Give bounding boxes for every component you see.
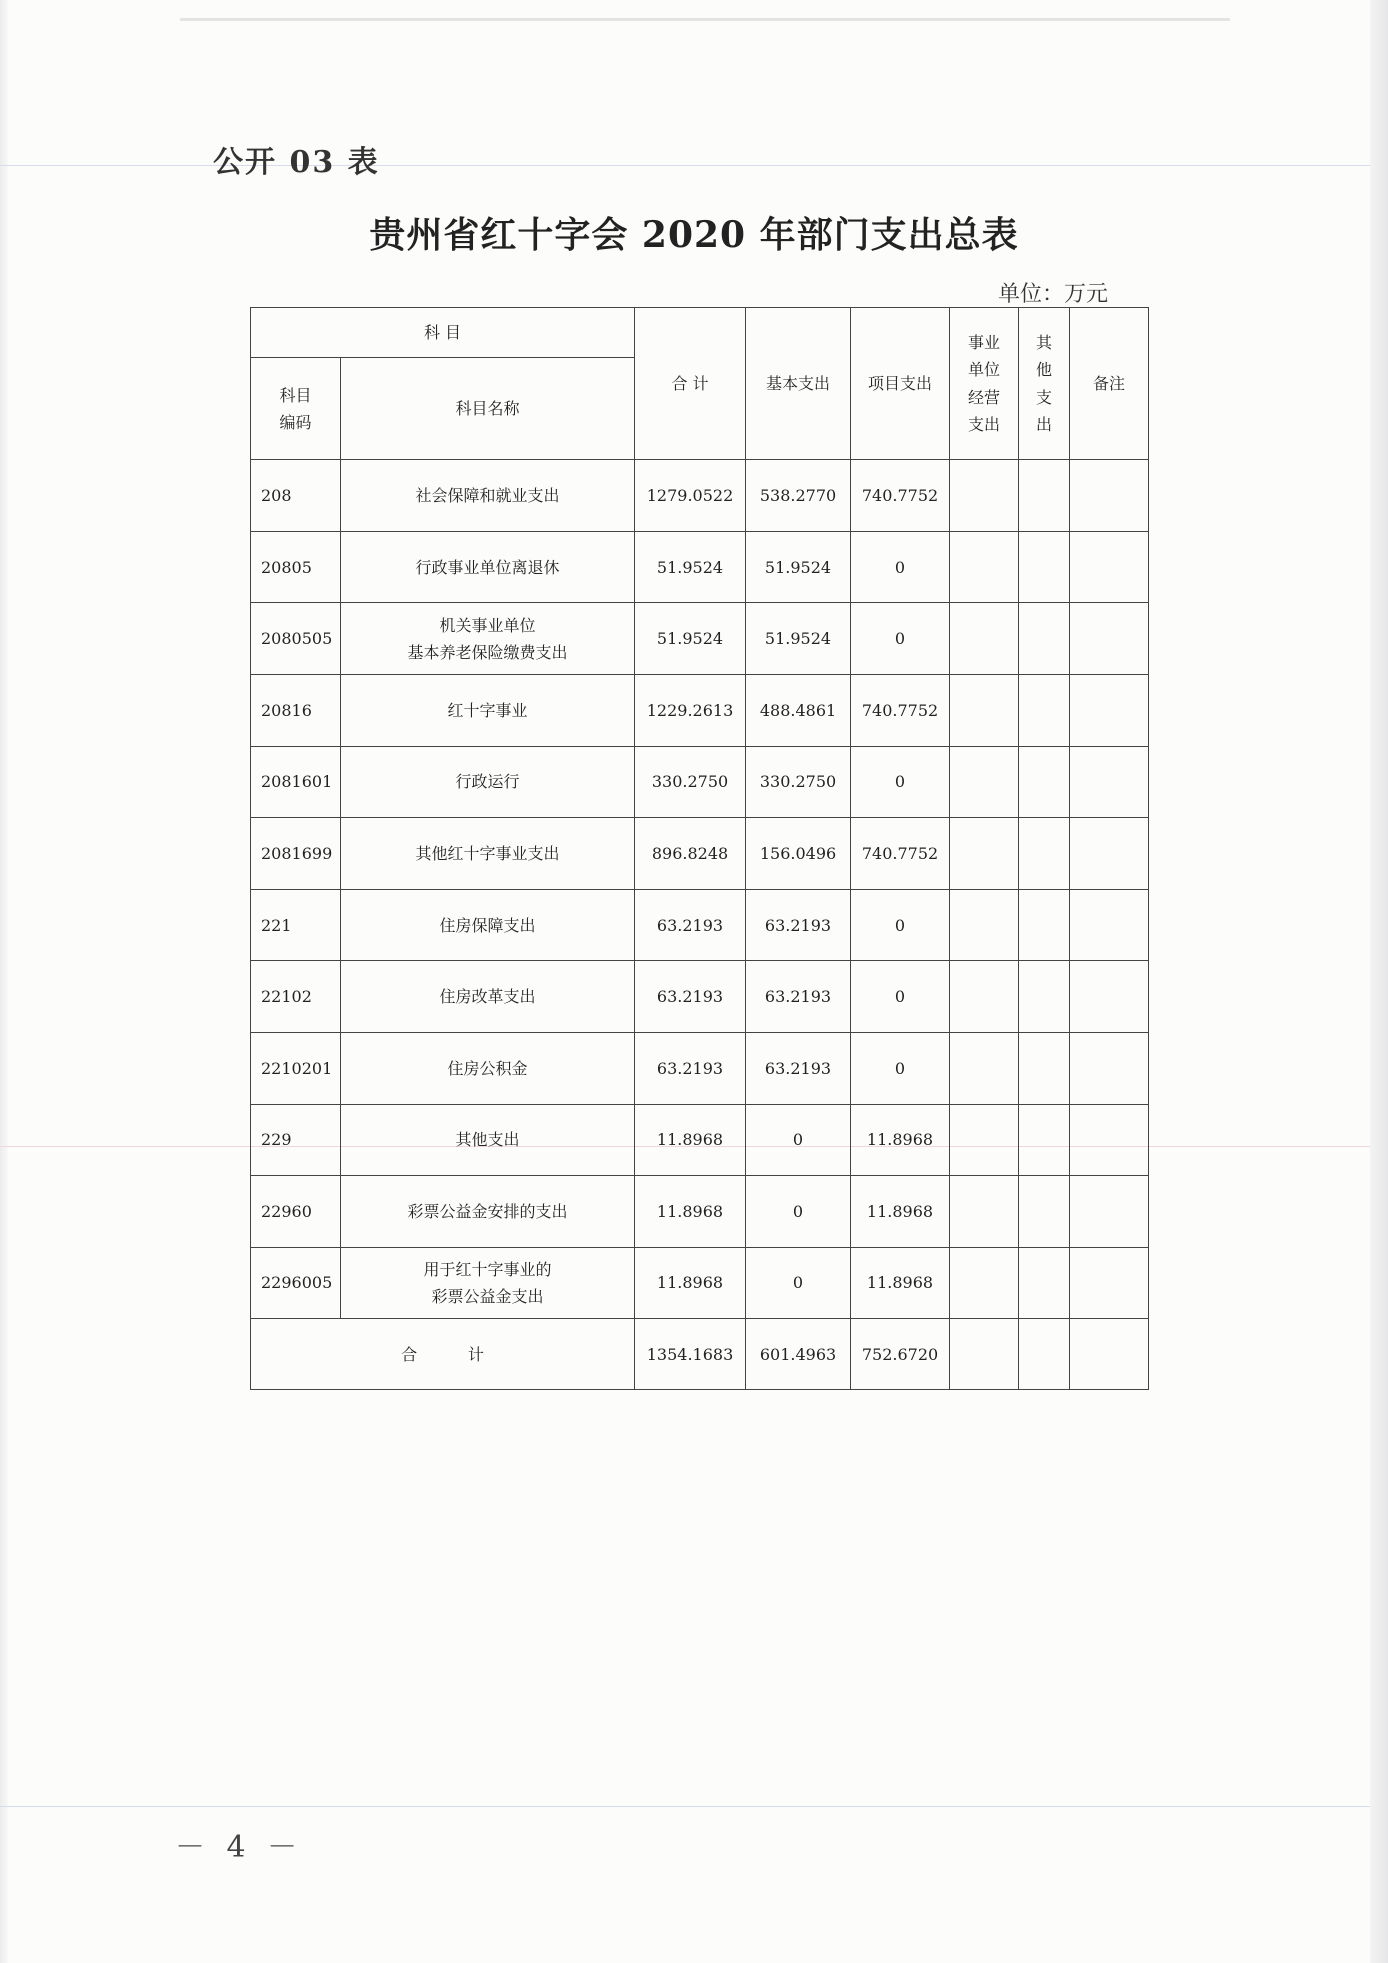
basic-cell-text: 488.4861 <box>759 700 837 720</box>
other-cell <box>1019 460 1070 532</box>
total-row-label <box>251 1319 635 1390</box>
subject-code-cell-text: 20816 <box>261 700 312 720</box>
total-cell-text: 1279.0522 <box>646 485 734 505</box>
basic-cell-text: 330.2750 <box>759 772 837 792</box>
business-cell <box>950 889 1019 961</box>
scan-line <box>0 165 1370 166</box>
total-header: 合 计 <box>635 308 746 460</box>
subject-code-cell <box>251 675 341 747</box>
project-cell-text: 0 <box>894 987 906 1007</box>
remark-cell <box>1070 961 1149 1033</box>
project-cell <box>851 746 950 818</box>
scan-edge-left <box>0 0 8 1963</box>
subject-name-cell <box>341 603 635 675</box>
subject-name-cell <box>341 1176 635 1248</box>
subject-code-cell <box>251 1033 341 1105</box>
total-cell <box>635 889 746 961</box>
remark-cell <box>1070 889 1149 961</box>
project-cell-text: 0 <box>894 772 906 792</box>
subject-code-cell-text: 229 <box>261 1130 292 1150</box>
basic-cell <box>746 460 851 532</box>
business-cell <box>950 1176 1019 1248</box>
basic-cell <box>746 1247 851 1319</box>
total-cell <box>635 818 746 890</box>
subject-code-cell-text: 2210201 <box>261 1058 333 1078</box>
table-row <box>251 603 1149 675</box>
basic-cell-text: 63.2193 <box>764 915 832 935</box>
project-cell <box>851 1033 950 1105</box>
subject-name-cell <box>341 1247 635 1319</box>
basic-cell <box>746 603 851 675</box>
name-header: 科目名称 <box>341 358 635 460</box>
remark-cell <box>1070 603 1149 675</box>
subject-name-cell <box>341 889 635 961</box>
remark-header: 备注 <box>1070 308 1149 460</box>
subject-name-cell <box>341 1033 635 1105</box>
subject-code-cell <box>251 818 341 890</box>
subject-code-cell <box>251 460 341 532</box>
subject-group-header: 科 目 <box>251 308 635 358</box>
basic-cell <box>746 675 851 747</box>
subject-code-cell <box>251 1247 341 1319</box>
project-cell <box>851 1104 950 1176</box>
total-cell-text: 11.8968 <box>656 1273 724 1293</box>
remark-cell <box>1070 1176 1149 1248</box>
table-row <box>251 675 1149 747</box>
total-cell <box>635 961 746 1033</box>
project-cell <box>851 603 950 675</box>
total-cell <box>635 1033 746 1105</box>
subject-name-cell <box>341 961 635 1033</box>
subject-name-cell <box>341 460 635 532</box>
subject-code-cell <box>251 603 341 675</box>
basic-cell-text: 0 <box>792 1130 804 1150</box>
business-cell <box>950 531 1019 603</box>
other-cell <box>1019 531 1070 603</box>
total-cell-text: 11.8968 <box>656 1201 724 1221</box>
basic-cell-text: 0 <box>792 1201 804 1221</box>
table-row <box>251 961 1149 1033</box>
business-cell <box>950 961 1019 1033</box>
table-row <box>251 1033 1149 1105</box>
project-cell <box>851 675 950 747</box>
business-cell <box>950 746 1019 818</box>
subject-name-cell <box>341 675 635 747</box>
project-cell-text: 11.8968 <box>866 1130 934 1150</box>
project-sum-cell: 752.6720 <box>851 1319 950 1390</box>
basic-cell <box>746 961 851 1033</box>
total-cell-text: 1229.2613 <box>646 700 734 720</box>
subject-name-cell-text: 红十字事业 <box>447 700 528 720</box>
project-cell-text: 740.7752 <box>861 843 939 863</box>
basic-cell <box>746 1033 851 1105</box>
remark-cell <box>1070 675 1149 747</box>
subject-code-cell-text: 208 <box>261 485 292 505</box>
project-cell-text: 0 <box>894 1058 906 1078</box>
basic-cell-text: 63.2193 <box>764 987 832 1007</box>
project-cell-text: 740.7752 <box>861 485 939 505</box>
table-row <box>251 531 1149 603</box>
basic-cell <box>746 746 851 818</box>
basic-header: 基本支出 <box>746 308 851 460</box>
other-cell <box>1019 889 1070 961</box>
total-row-label-text: 合 计 <box>401 1344 484 1364</box>
other-cell <box>1019 818 1070 890</box>
other-cell <box>1019 961 1070 1033</box>
subject-name-cell <box>341 746 635 818</box>
other-cell <box>1019 1033 1070 1105</box>
remark-cell <box>1070 1104 1149 1176</box>
remark-cell <box>1070 460 1149 532</box>
subject-code-cell-text: 22102 <box>261 987 312 1007</box>
subject-code-cell <box>251 961 341 1033</box>
total-cell <box>635 603 746 675</box>
project-cell-text: 0 <box>894 557 906 577</box>
basic-cell-text: 63.2193 <box>764 1058 832 1078</box>
project-cell <box>851 961 950 1033</box>
project-cell-text: 0 <box>894 629 906 649</box>
business-cell <box>950 1104 1019 1176</box>
project-cell <box>851 1247 950 1319</box>
unit-label: 单位：万元 <box>998 282 1109 307</box>
expenditure-table-wrap <box>250 307 1148 1390</box>
subject-name-cell-text: 行政运行 <box>455 772 520 792</box>
total-cell <box>635 1176 746 1248</box>
business-header <box>950 308 1019 460</box>
scan-edge-right <box>1370 0 1388 1963</box>
project-cell <box>851 889 950 961</box>
scan-line <box>0 1806 1370 1807</box>
subject-code-cell-text: 221 <box>261 915 292 935</box>
total-row <box>251 1319 1149 1390</box>
subject-name-cell <box>341 531 635 603</box>
subject-name-cell-text: 用于红十字事业的 彩票公益金支出 <box>423 1259 552 1307</box>
total-cell-text: 63.2193 <box>656 987 724 1007</box>
basic-cell-text: 538.2770 <box>759 485 837 505</box>
table-row <box>251 889 1149 961</box>
subject-name-cell-text: 机关事业单位 基本养老保险缴费支出 <box>407 615 568 662</box>
subject-code-cell-text: 2080505 <box>261 629 333 649</box>
subject-code-cell-text: 22960 <box>261 1201 312 1221</box>
total-cell <box>635 1104 746 1176</box>
subject-code-cell <box>251 746 341 818</box>
project-cell <box>851 818 950 890</box>
total-cell <box>635 531 746 603</box>
project-header: 项目支出 <box>851 308 950 460</box>
table-row <box>251 460 1149 532</box>
other-cell <box>1019 746 1070 818</box>
other-cell <box>1019 1104 1070 1176</box>
total-cell <box>635 746 746 818</box>
business-cell <box>950 1033 1019 1105</box>
subject-code-cell <box>251 1104 341 1176</box>
other-cell <box>1019 675 1070 747</box>
table-row <box>251 1104 1149 1176</box>
total-cell-text: 63.2193 <box>656 915 724 935</box>
total-cell <box>635 675 746 747</box>
table-row <box>251 818 1149 890</box>
subject-name-cell <box>341 818 635 890</box>
total-cell-text: 896.8248 <box>651 843 729 863</box>
subject-code-cell-text: 2296005 <box>261 1273 333 1293</box>
subject-code-cell <box>251 531 341 603</box>
other-cell <box>1019 603 1070 675</box>
basic-cell <box>746 1104 851 1176</box>
remark-cell <box>1070 1033 1149 1105</box>
total-cell <box>635 460 746 532</box>
subject-code-cell-text: 2081699 <box>261 843 333 863</box>
basic-cell-text: 0 <box>792 1273 804 1293</box>
basic-sum-cell: 601.4963 <box>746 1319 851 1390</box>
code-header <box>251 358 341 460</box>
subject-name-cell <box>341 1104 635 1176</box>
remark-cell <box>1070 1319 1149 1390</box>
business-cell <box>950 1247 1019 1319</box>
other-cell <box>1019 1319 1070 1390</box>
business-cell <box>950 460 1019 532</box>
project-cell-text: 11.8968 <box>866 1201 934 1221</box>
table-row <box>251 746 1149 818</box>
subject-name-cell-text: 行政事业单位离退休 <box>415 557 560 577</box>
project-cell <box>851 1176 950 1248</box>
scan-top-artifact <box>180 18 1230 21</box>
header-row <box>251 308 1149 358</box>
page-title: 贵州省红十字会 2020 年部门支出总表 <box>369 214 1019 256</box>
business-header-text: 事业 单位 经营 支出 <box>967 333 1000 434</box>
remark-cell <box>1070 531 1149 603</box>
subject-name-cell-text: 社会保障和就业支出 <box>415 485 560 505</box>
basic-cell <box>746 818 851 890</box>
remark-cell <box>1070 746 1149 818</box>
other-header-text: 其 他 支 出 <box>1035 333 1052 434</box>
business-cell <box>950 675 1019 747</box>
project-cell <box>851 460 950 532</box>
other-header <box>1019 308 1070 460</box>
expenditure-table <box>250 307 1149 1390</box>
total-cell-text: 330.2750 <box>651 772 729 792</box>
business-cell <box>950 818 1019 890</box>
remark-cell <box>1070 818 1149 890</box>
other-cell <box>1019 1247 1070 1319</box>
subject-code-cell <box>251 889 341 961</box>
total-cell <box>635 1247 746 1319</box>
total-cell-text: 51.9524 <box>656 629 724 649</box>
total-cell-text: 63.2193 <box>656 1058 724 1078</box>
subject-name-cell-text: 其他支出 <box>455 1130 520 1150</box>
basic-cell-text: 156.0496 <box>759 843 837 863</box>
basic-cell <box>746 531 851 603</box>
table-row <box>251 1247 1149 1319</box>
project-cell-text: 740.7752 <box>861 700 939 720</box>
basic-cell <box>746 889 851 961</box>
total-cell-text: 51.9524 <box>656 557 724 577</box>
document-code: 公开 03 表 <box>213 145 380 180</box>
subject-code-cell-text: 2081601 <box>261 772 333 792</box>
other-cell <box>1019 1176 1070 1248</box>
project-cell-text: 0 <box>894 915 906 935</box>
basic-cell-text: 51.9524 <box>764 629 832 649</box>
subject-code-cell <box>251 1176 341 1248</box>
subject-name-cell-text: 住房改革支出 <box>439 987 536 1007</box>
project-cell <box>851 531 950 603</box>
business-cell <box>950 603 1019 675</box>
subject-code-cell-text: 20805 <box>261 557 312 577</box>
basic-cell <box>746 1176 851 1248</box>
subject-name-cell-text: 住房保障支出 <box>439 915 536 935</box>
page-number: － 4 － <box>175 1830 304 1865</box>
table-row <box>251 1176 1149 1248</box>
project-cell-text: 11.8968 <box>866 1273 934 1293</box>
subject-name-cell-text: 住房公积金 <box>447 1058 528 1078</box>
basic-cell-text: 51.9524 <box>764 557 832 577</box>
remark-cell <box>1070 1247 1149 1319</box>
subject-name-cell-text: 彩票公益金安排的支出 <box>407 1201 568 1221</box>
code-header-text: 科目 编码 <box>279 385 312 432</box>
subject-name-cell-text: 其他红十字事业支出 <box>415 843 560 863</box>
business-cell <box>950 1319 1019 1390</box>
total-sum-cell: 1354.1683 <box>635 1319 746 1390</box>
total-cell-text: 11.8968 <box>656 1130 724 1150</box>
